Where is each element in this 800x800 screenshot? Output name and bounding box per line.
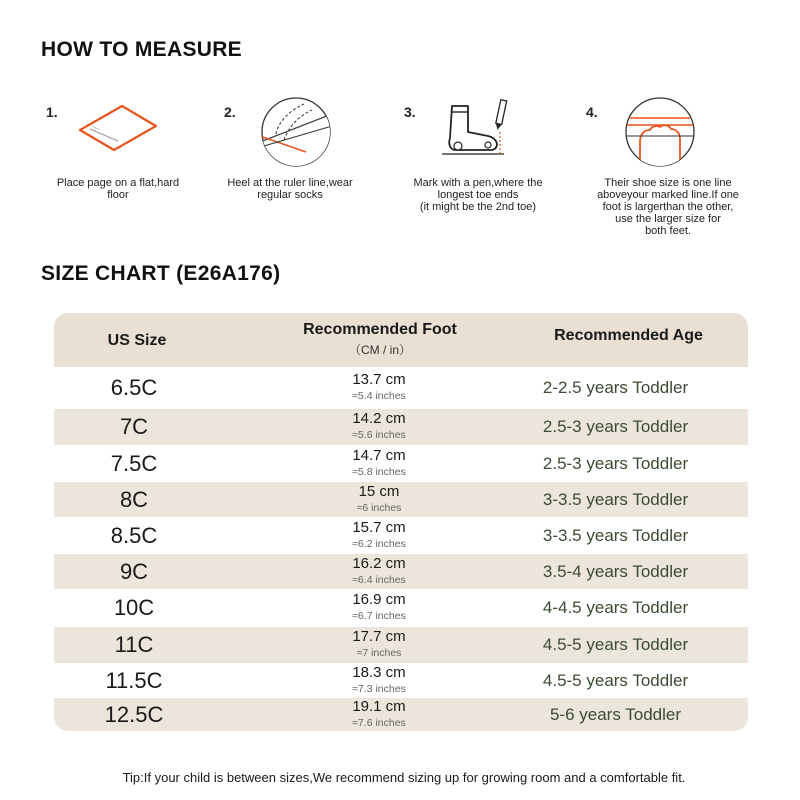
us-size-cell: 7C xyxy=(119,414,149,439)
age-cell: 2-2.5 years Toddler xyxy=(542,378,689,397)
table-row xyxy=(54,517,748,554)
foot-inches-cell: ≈7.3 inches xyxy=(352,682,406,695)
table-header xyxy=(54,313,748,367)
step-number: 4. xyxy=(586,104,598,120)
step-number: 2. xyxy=(224,104,236,120)
age-cell: 3-3.5 years Toddler xyxy=(542,489,689,509)
foot-cm-cell: 14.7 cm xyxy=(352,446,406,464)
us-size-cell: 7.5C xyxy=(110,450,158,476)
recommended-age-header: Recommended Age xyxy=(554,327,703,344)
foot-cm-cell: 14.2 cm xyxy=(352,410,406,427)
foot-inches-cell: ≈6 inches xyxy=(356,501,402,514)
paper-on-floor-icon xyxy=(78,100,160,154)
foot-inches-cell: ≈6.4 inches xyxy=(352,573,406,586)
size-chart-title: SIZE CHART (E26A176) xyxy=(41,262,281,285)
foot-inches-cell: ≈5.8 inches xyxy=(352,465,406,478)
step-caption: Mark with a pen,where the longest toe ends (it might be the 2nd toe) xyxy=(413,177,543,213)
step-number: 3. xyxy=(404,104,416,120)
us-size-cell: 10C xyxy=(113,595,155,620)
table-row xyxy=(54,627,748,663)
age-cell: 3.5-4 years Toddler xyxy=(542,561,689,581)
us-size-cell: 6.5C xyxy=(110,375,158,400)
how-to-measure-title: HOW TO MEASURE xyxy=(41,38,242,61)
step-caption: Place page on a flat,hard floor xyxy=(56,177,180,201)
us-size-cell: 11C xyxy=(114,632,154,657)
recommended-foot-header: Recommended Foot xyxy=(303,321,457,338)
age-cell: 4.5-5 years Toddler xyxy=(542,670,689,690)
age-cell: 2.5-3 years Toddler xyxy=(542,417,689,436)
foot-cm-cell: 13.7 cm xyxy=(352,371,406,388)
foot-cm-cell: 15 cm xyxy=(358,482,400,500)
foot-cm-cell: 15.7 cm xyxy=(352,518,406,536)
foot-inches-cell: ≈5.6 inches xyxy=(352,429,406,441)
us-size-cell: 8C xyxy=(119,486,149,512)
foot-inches-cell: ≈6.2 inches xyxy=(352,537,406,550)
us-size-cell: 8.5C xyxy=(110,522,158,548)
step-caption: Heel at the ruler line,wear regular socks xyxy=(227,177,353,201)
age-cell: 5-6 years Toddler xyxy=(549,704,682,724)
us-size-header: US Size xyxy=(107,332,167,349)
foot-cm-cell: 16.2 cm xyxy=(352,554,406,572)
age-cell: 3-3.5 years Toddler xyxy=(542,525,689,545)
table-row xyxy=(54,367,748,409)
us-size-cell: 9C xyxy=(119,558,149,584)
step-caption: Their shoe size is one line aboveyour marked line.If one foot is largerthan the other, use the larger size for both feet. xyxy=(597,177,739,237)
foot-on-line-icon xyxy=(624,96,696,168)
size-chart-table xyxy=(54,313,748,731)
age-cell: 4-4.5 years Toddler xyxy=(542,598,689,617)
foot-cm-cell: 18.3 cm xyxy=(352,663,406,681)
foot-inches-cell: ≈5.4 inches xyxy=(352,390,406,402)
foot-units-subheader: （CM / in） xyxy=(348,343,411,357)
table-row xyxy=(54,409,748,445)
foot-cm-cell: 17.7 cm xyxy=(352,628,406,645)
table-row xyxy=(54,554,748,589)
table-row xyxy=(54,589,748,627)
foot-inches-cell: ≈7 inches xyxy=(356,647,402,659)
step-number: 1. xyxy=(46,104,58,120)
age-cell: 4.5-5 years Toddler xyxy=(542,635,689,654)
foot-cm-cell: 16.9 cm xyxy=(352,591,406,608)
sock-and-pen-icon xyxy=(438,98,518,160)
heel-at-ruler-icon xyxy=(260,96,332,168)
table-row xyxy=(54,698,748,731)
foot-inches-cell: ≈7.6 inches xyxy=(352,716,406,729)
us-size-cell: 12.5C xyxy=(104,701,164,727)
foot-cm-cell: 19.1 cm xyxy=(352,697,406,715)
us-size-cell: 11.5C xyxy=(105,667,163,693)
age-cell: 2.5-3 years Toddler xyxy=(542,453,689,473)
foot-inches-cell: ≈6.7 inches xyxy=(352,610,406,622)
sizing-tip: Tip:If your child is between sizes,We recommend sizing up for growing room and a comfortable fit. xyxy=(122,770,686,785)
table-row xyxy=(54,482,748,517)
table-row xyxy=(54,663,748,698)
table-row xyxy=(54,445,748,482)
